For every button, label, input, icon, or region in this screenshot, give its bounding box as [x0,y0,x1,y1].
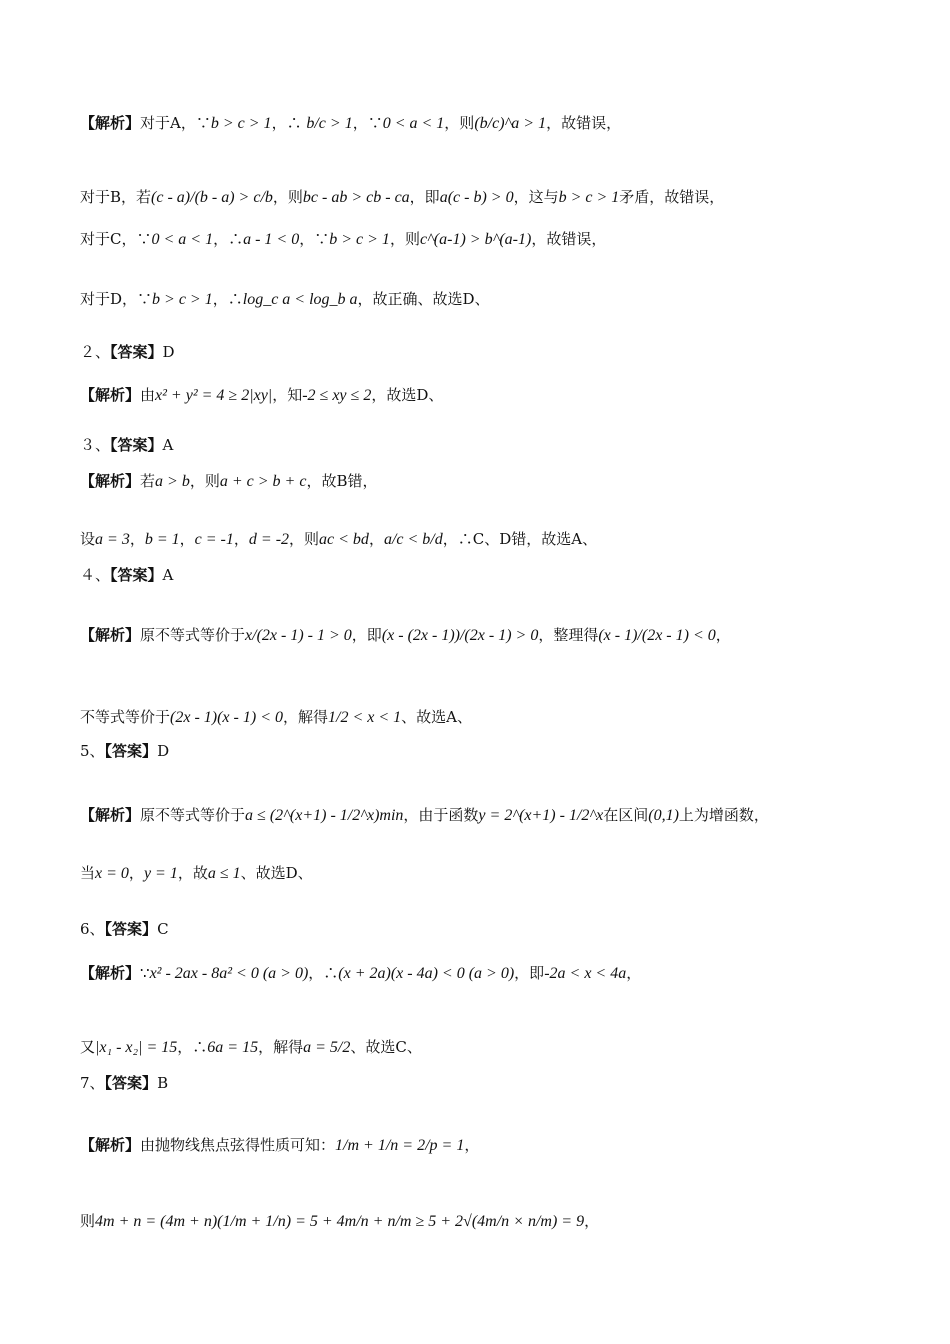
math-expression: a ≤ 1 [207,865,241,882]
text-run: ， [233,530,249,548]
text-run: ，这与 [513,188,559,206]
solution-line [80,186,724,209]
text-run: ，知 [272,386,303,404]
text-run: ， [715,626,731,644]
text-run: C [157,920,169,938]
text-run: ，整理得 [538,626,599,644]
text-run: 原不等式等价于 [140,806,246,824]
solution-line [80,564,173,586]
text-run: 则 [80,1212,96,1230]
math-expression: (0,1) [648,807,679,824]
math-expression: bc - ab > cb - ca [302,189,410,206]
section-label: 【答案】 [110,566,163,584]
text-run: ， [179,530,195,548]
text-run: ，∴ [308,964,339,982]
text-run: ， [368,530,384,548]
math-expression: b > c > 1 [329,231,390,248]
math-expression: (b/c)^a > 1 [474,115,547,132]
text-run: ，则 [189,472,220,490]
text-run: ，即 [351,626,382,644]
math-expression: a ≤ (2^(x+1) - 1/2^x)min [245,807,404,824]
math-expression: -2 ≤ xy ≤ 2 [302,387,372,404]
text-run: ，解得 [258,1038,304,1056]
math-expression: a = 3 [95,531,130,548]
text-run: ，即 [514,964,545,982]
text-run: D [162,343,175,361]
text-run: ，由于函数 [403,806,479,824]
math-expression: a - 1 < 0 [243,231,300,248]
solution-line [80,1134,479,1157]
text-run: B [157,1074,169,1092]
math-expression: a + c > b + c [219,473,307,490]
math-expression: log_c a < log_b a [242,291,358,308]
solution-line [80,862,313,885]
math-expression: (x - (2x - 1))/(2x - 1) > 0 [381,627,539,644]
math-expression: (2x - 1)(x - 1) < 0 [170,709,283,726]
math-expression: a = 5/2 [303,1039,351,1056]
text-run: ∵ [140,964,150,982]
section-label: 【答案】 [104,1074,158,1092]
math-expression: (x - 1)/(2x - 1) < 0 [598,627,716,644]
section-label: 【答案】 [104,920,158,938]
section-label: 【解析】 [80,114,141,132]
text-run: 对于D，∵ [80,290,153,308]
solution-line [80,1210,599,1233]
solution-line [80,918,169,940]
math-expression: c^(a-1) > b^(a-1) [419,231,532,248]
text-run: ，则 [272,188,303,206]
text-run: A [162,436,174,454]
text-run: 7、 [80,1074,105,1092]
section-label: 【解析】 [80,626,141,644]
math-expression: 6a = 15 [207,1039,259,1056]
math-expression: b > c > 1 [558,189,620,206]
text-run: 5、 [80,742,105,760]
math-expression: c = -1 [194,531,234,548]
math-expression: 0 < a < 1 [151,231,214,248]
text-run: A [162,566,174,584]
math-expression: x = 0 [95,865,129,882]
math-expression: b/c > 1 [306,115,353,132]
solution-line [80,624,731,647]
text-run: ，故 [177,864,208,882]
text-run: 对于C，∵ [80,230,152,248]
text-run: ，∵ [299,230,330,248]
text-run: ， [464,1136,480,1154]
text-run: 、故选C、 [350,1038,422,1056]
math-expression: 0 < a < 1 [382,115,445,132]
solution-line [80,1036,422,1059]
text-run: ，则 [289,530,320,548]
text-run: 矛盾，故错误， [619,188,725,206]
math-expression: 1/m + 1/n = 2/p = 1 [335,1137,465,1154]
math-expression: x/(2x - 1) - 1 > 0 [245,627,352,644]
text-run: ，∴C、D错，故选A、 [442,530,598,548]
text-run: ，故B错， [306,472,378,490]
text-run: 由 [140,386,156,404]
text-run: ，则 [444,114,475,132]
section-label: 【答案】 [104,742,158,760]
text-run: ，∴ [177,1038,208,1056]
math-expression: a(c - b) > 0 [439,189,514,206]
text-run: 若 [140,472,156,490]
section-label: 【解析】 [80,964,141,982]
text-run: ，∴ [213,230,244,248]
text-run: ，故正确、故选D、 [357,290,490,308]
text-run: ， [128,864,144,882]
math-expression: 4m + n = (4m + n)(1/m + 1/n) = 5 + 4m/n + n/m ≥ 5 + 2√(4m/n × n/m) = 9 [95,1213,585,1230]
math-expression: b > c > 1 [152,291,213,308]
solution-line [80,1072,168,1094]
math-expression: x² - 2ax - 8a² < 0 (a > 0) [149,965,309,982]
solution-line [80,740,169,762]
text-run: 又 [80,1038,96,1056]
text-run: ，∴ [271,114,307,132]
section-label: 【解析】 [80,806,141,824]
math-expression: x² + y² = 4 ≥ 2|xy| [155,387,273,404]
solution-line [80,434,173,456]
solution-line [80,528,597,551]
solution-line [80,112,621,135]
solution-line [80,341,175,363]
text-run: ４、 [80,566,111,584]
section-label: 【解析】 [80,472,141,490]
text-run: ，即 [409,188,440,206]
text-run: 对于A，∵ [140,114,211,132]
text-run: 对于B，若 [80,188,152,206]
text-run: ，解得 [282,708,328,726]
solution-line [80,962,641,985]
text-run: ， [129,530,145,548]
text-run: 原不等式等价于 [140,626,246,644]
text-run: D [157,742,170,760]
text-run: ，故错误， [531,230,607,248]
text-run: ， [584,1212,600,1230]
math-expression: (x + 2a)(x - 4a) < 0 (a > 0) [338,965,515,982]
math-expression: -2a < x < 4a [544,965,627,982]
text-run: 设 [80,530,96,548]
text-run: 由抛物线焦点弦得性质可知： [140,1136,336,1154]
text-run: ， [626,964,642,982]
solution-line [80,288,490,311]
text-run: 、故选A、 [401,708,472,726]
text-run: ，故选D、 [371,386,444,404]
solution-line [80,470,377,493]
text-run: 6、 [80,920,105,938]
section-label: 【解析】 [80,1136,141,1154]
text-run: ，故错误， [546,114,622,132]
section-label: 【解析】 [80,386,141,404]
text-run: ，∴ [212,290,243,308]
math-expression: a/c < b/d [383,531,443,548]
solution-line [80,384,443,407]
text-run: ３、 [80,436,111,454]
math-expression: y = 2^(x+1) - 1/2^x [478,807,604,824]
text-run: ，∵ [352,114,383,132]
section-label: 【答案】 [110,436,163,454]
math-expression: |x₁ - x₂| = 15 [95,1039,178,1056]
text-run: ２、 [80,343,111,361]
math-expression: b > c > 1 [210,115,272,132]
solution-line [80,228,606,251]
text-run: 在区间 [603,806,649,824]
solution-line [80,706,472,729]
text-run: 不等式等价于 [80,708,171,726]
section-label: 【答案】 [110,343,163,361]
text-run: 上为增函数， [678,806,769,824]
math-expression: 1/2 < x < 1 [328,709,402,726]
text-run: ，则 [389,230,420,248]
solution-line [80,804,769,827]
text-run: 、故选D、 [240,864,313,882]
math-expression: ac < bd [319,531,369,548]
math-expression: (c - a)/(b - a) > c/b [151,189,273,206]
text-run: 当 [80,864,96,882]
math-expression: b = 1 [144,531,180,548]
math-expression: a > b [155,473,190,490]
math-expression: d = -2 [248,531,290,548]
math-expression: y = 1 [143,865,178,882]
